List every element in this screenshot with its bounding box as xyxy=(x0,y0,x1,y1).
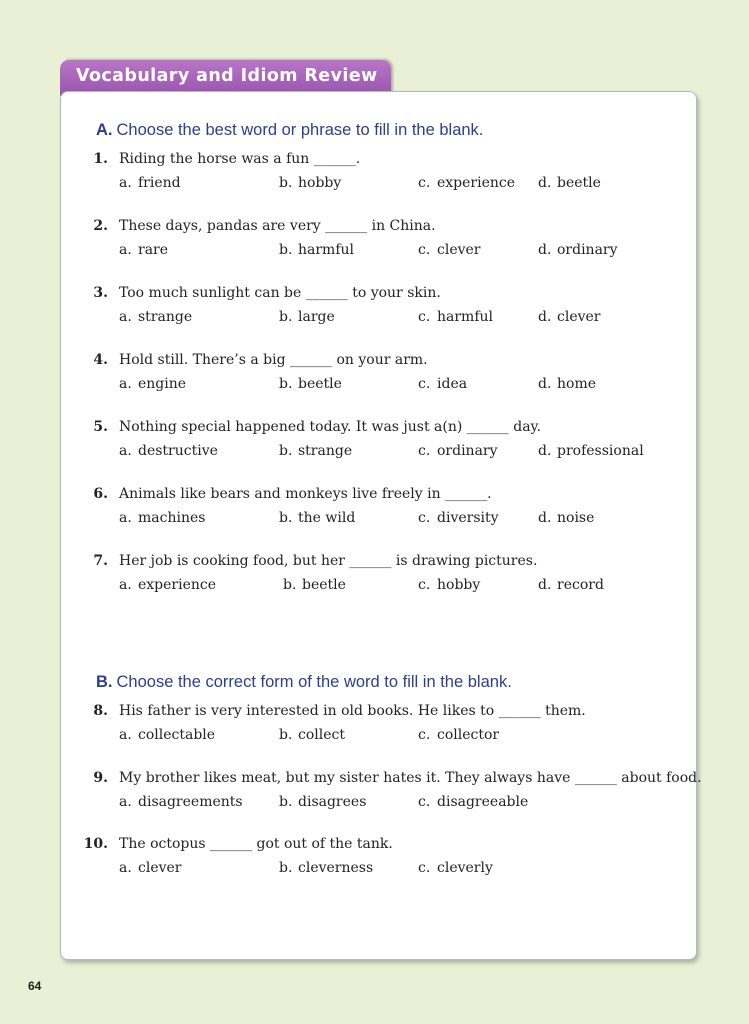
option-letter: b. xyxy=(279,794,293,810)
question-text: Animals like bears and monkeys live freely in ______. xyxy=(119,486,492,502)
answer-option[interactable] xyxy=(119,510,205,526)
answer-option[interactable] xyxy=(418,242,481,258)
option-letter: a. xyxy=(119,443,132,459)
question-number: 10. xyxy=(83,836,108,852)
option-text: noise xyxy=(557,510,595,526)
option-letter: c. xyxy=(418,376,431,392)
option-letter: d. xyxy=(538,175,552,191)
option-text: harmful xyxy=(437,309,494,325)
option-letter: b. xyxy=(279,376,293,392)
question-number: 8. xyxy=(93,703,108,719)
answer-option[interactable] xyxy=(119,309,192,325)
option-letter: b. xyxy=(279,309,293,325)
option-letter: c. xyxy=(418,794,431,810)
page-title: Vocabulary and Idiom Review xyxy=(76,66,378,86)
option-letter: d. xyxy=(538,309,552,325)
question-text: My brother likes meat, but my sister hates it. They always have ______ about food. xyxy=(119,770,702,786)
option-letter: a. xyxy=(119,242,132,258)
option-text: engine xyxy=(138,376,187,392)
option-letter: d. xyxy=(538,577,552,593)
option-text: ordinary xyxy=(557,242,618,258)
option-text: beetle xyxy=(557,175,601,191)
answer-option[interactable] xyxy=(538,577,604,593)
answer-option[interactable] xyxy=(418,309,493,325)
option-text: collect xyxy=(298,727,345,743)
answer-option[interactable] xyxy=(418,376,467,392)
answer-option[interactable] xyxy=(418,577,480,593)
answer-option[interactable] xyxy=(538,443,644,459)
option-letter: a. xyxy=(119,309,132,325)
option-letter: c. xyxy=(418,577,431,593)
option-letter: b. xyxy=(283,577,297,593)
answer-option[interactable] xyxy=(538,376,596,392)
option-letter: b. xyxy=(279,860,293,876)
option-letter: d. xyxy=(538,242,552,258)
section-a-letter: A. xyxy=(96,121,113,139)
question-text: Too much sunlight can be ______ to your skin. xyxy=(119,285,441,301)
answer-option[interactable] xyxy=(279,175,341,191)
question-number: 9. xyxy=(93,770,108,786)
option-text: beetle xyxy=(298,376,342,392)
question-text: The octopus ______ got out of the tank. xyxy=(119,836,393,852)
option-text: harmful xyxy=(298,242,355,258)
option-letter: a. xyxy=(119,510,132,526)
option-text: diversity xyxy=(437,510,499,526)
question-text: Nothing special happened today. It was just a(n) ______ day. xyxy=(119,419,542,435)
answer-option[interactable] xyxy=(418,175,515,191)
question-text: Hold still. There’s a big ______ on your arm. xyxy=(119,352,428,368)
question-text: These days, pandas are very ______ in China. xyxy=(119,218,436,234)
option-text: machines xyxy=(138,510,206,526)
answer-option[interactable] xyxy=(119,376,186,392)
option-letter: b. xyxy=(279,443,293,459)
page-number: 64 xyxy=(28,979,42,993)
option-letter: a. xyxy=(119,794,132,810)
answer-option[interactable] xyxy=(279,376,342,392)
question-number: 4. xyxy=(93,352,108,368)
answer-option[interactable] xyxy=(279,242,354,258)
option-letter: c. xyxy=(418,443,431,459)
answer-option[interactable] xyxy=(418,860,493,876)
answer-option[interactable] xyxy=(538,510,594,526)
question-number: 6. xyxy=(93,486,108,502)
option-text: clever xyxy=(557,309,601,325)
answer-option[interactable] xyxy=(119,860,182,876)
option-text: strange xyxy=(138,309,193,325)
option-letter: c. xyxy=(418,510,431,526)
option-letter: b. xyxy=(279,510,293,526)
option-text: experience xyxy=(437,175,516,191)
option-text: professional xyxy=(557,443,644,459)
option-letter: d. xyxy=(538,376,552,392)
option-text: disagreeable xyxy=(437,794,529,810)
option-text: clever xyxy=(437,242,481,258)
option-letter: a. xyxy=(119,577,132,593)
option-letter: b. xyxy=(279,242,293,258)
option-letter: a. xyxy=(119,860,132,876)
option-text: beetle xyxy=(302,577,346,593)
option-letter: d. xyxy=(538,443,552,459)
section-b-letter: B. xyxy=(96,673,113,691)
option-text: disagreements xyxy=(138,794,243,810)
answer-option[interactable] xyxy=(418,443,498,459)
section-b-heading xyxy=(96,673,512,692)
answer-option[interactable] xyxy=(119,242,168,258)
option-text: hobby xyxy=(298,175,342,191)
option-text: experience xyxy=(138,577,217,593)
answer-option[interactable] xyxy=(279,727,345,743)
question-number: 7. xyxy=(93,553,108,569)
option-letter: b. xyxy=(279,727,293,743)
option-text: the wild xyxy=(298,510,356,526)
question-text: His father is very interested in old books. He likes to ______ them. xyxy=(119,703,586,719)
answer-option[interactable] xyxy=(283,577,346,593)
option-text: cleverness xyxy=(298,860,374,876)
answer-option[interactable] xyxy=(119,577,216,593)
option-text: rare xyxy=(138,242,169,258)
answer-option[interactable] xyxy=(119,175,181,191)
section-a-instruction: Choose the best word or phrase to fill in the blank. xyxy=(116,121,484,139)
option-text: large xyxy=(298,309,335,325)
section-b-instruction: Choose the correct form of the word to fill in the blank. xyxy=(116,673,512,691)
option-text: strange xyxy=(298,443,353,459)
option-text: clever xyxy=(138,860,182,876)
option-text: home xyxy=(557,376,597,392)
answer-option[interactable] xyxy=(418,727,499,743)
option-text: record xyxy=(557,577,604,593)
question-number: 3. xyxy=(93,285,108,301)
option-letter: a. xyxy=(119,376,132,392)
option-text: ordinary xyxy=(437,443,498,459)
question-number: 2. xyxy=(93,218,108,234)
option-letter: a. xyxy=(119,727,132,743)
answer-option[interactable] xyxy=(538,309,601,325)
answer-option[interactable] xyxy=(538,242,618,258)
option-letter: d. xyxy=(538,510,552,526)
option-text: disagrees xyxy=(298,794,367,810)
option-letter: a. xyxy=(119,175,132,191)
option-letter: b. xyxy=(279,175,293,191)
option-text: hobby xyxy=(437,577,481,593)
question-number: 1. xyxy=(93,151,108,167)
answer-option[interactable] xyxy=(119,727,215,743)
option-text: cleverly xyxy=(437,860,493,876)
option-text: collector xyxy=(437,727,500,743)
option-letter: c. xyxy=(418,175,431,191)
option-letter: c. xyxy=(418,860,431,876)
option-text: destructive xyxy=(138,443,218,459)
question-text: Riding the horse was a fun ______. xyxy=(119,151,361,167)
answer-option[interactable] xyxy=(538,175,601,191)
question-number: 5. xyxy=(93,419,108,435)
option-text: idea xyxy=(437,376,468,392)
section-a-heading xyxy=(96,121,483,140)
answer-option[interactable] xyxy=(279,309,335,325)
answer-option[interactable] xyxy=(119,443,218,459)
question-text: Her job is cooking food, but her ______ is drawing pictures. xyxy=(119,553,538,569)
answer-option[interactable] xyxy=(418,510,499,526)
option-letter: c. xyxy=(418,242,431,258)
answer-option[interactable] xyxy=(279,794,366,810)
option-letter: c. xyxy=(418,727,431,743)
answer-option[interactable] xyxy=(418,794,528,810)
answer-option[interactable] xyxy=(119,794,243,810)
option-text: collectable xyxy=(138,727,216,743)
answer-option[interactable] xyxy=(279,860,373,876)
answer-option[interactable] xyxy=(279,443,352,459)
answer-option[interactable] xyxy=(279,510,355,526)
option-letter: c. xyxy=(418,309,431,325)
option-text: friend xyxy=(138,175,181,191)
